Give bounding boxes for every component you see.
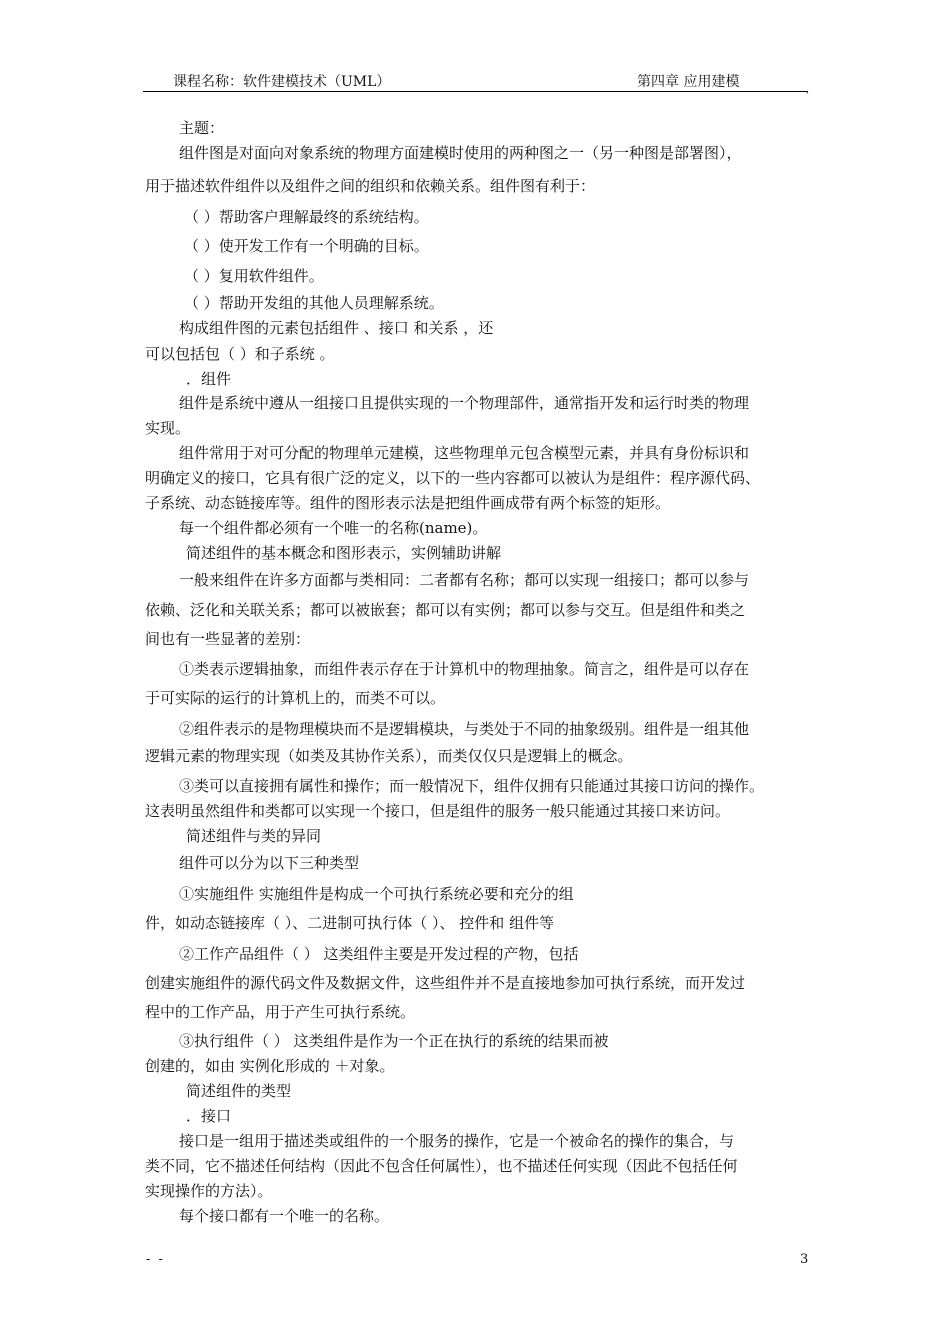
- text-line: 这表明虽然组件和类都可以实现一个接口，但是组件的服务一般只能通过其接口来访问。: [145, 802, 731, 820]
- text-line: 子系统、动态链接库等。组件的图形表示法是把组件画成带有两个标签的矩形。: [145, 494, 671, 512]
- text-line: ②工作产品组件（ ） 这类组件主要是开发过程的产物，包括: [179, 945, 579, 963]
- text-line: （ ）帮助开发组的其他人员理解系统。: [184, 294, 444, 312]
- text-line: ②组件表示的是物理模块而不是逻辑模块，与类处于不同的抽象级别。组件是一组其他: [179, 720, 750, 738]
- text-line: ①实施组件 实施组件是构成一个可执行系统必要和充分的组: [179, 885, 574, 903]
- text-line: 可以包括包（ ）和子系统 。: [145, 345, 335, 363]
- text-line: ③执行组件（ ） 这类组件是作为一个正在执行的系统的结果而被: [179, 1032, 609, 1050]
- text-line: 每一个组件都必须有一个唯一的名称(name)。: [179, 519, 488, 537]
- text-line: （ ）复用软件组件。: [184, 267, 324, 285]
- text-line: 组件常用于对可分配的物理单元建模，这些物理单元包含模型元素，并具有身份标识和: [179, 444, 750, 462]
- text-line: 实现操作的方法）。: [145, 1182, 273, 1200]
- text-line: 间也有一些显著的差别：: [145, 630, 311, 648]
- text-line: 创建的，如由 实例化形成的 ＋对象。: [145, 1057, 395, 1075]
- text-line: ①类表示逻辑抽象，而组件表示存在于计算机中的物理抽象。简言之，组件是可以存在: [179, 660, 750, 678]
- footer-marks: - -: [146, 1252, 165, 1267]
- header-rule: [143, 91, 808, 92]
- header-chapter: 第四章 应用建模: [637, 74, 740, 90]
- text-line: 创建实施组件的源代码文件及数据文件，这些组件并不是直接地参加可执行系统，而开发过: [145, 974, 746, 992]
- text-line: 实现。: [145, 419, 191, 437]
- text-line: 用于描述软件组件以及组件之间的组织和依赖关系。组件图有利于：: [145, 177, 596, 195]
- text-line: ③类可以直接拥有属性和操作；而一般情况下，组件仅拥有只能通过其接口访问的操作。: [179, 777, 765, 795]
- text-line: （ ）帮助客户理解最终的系统结构。: [184, 208, 429, 226]
- text-line: 依赖、泛化和关联关系；都可以被嵌套；都可以有实例；都可以参与交互。但是组件和类之: [145, 601, 746, 619]
- note-line: 简述组件的类型: [186, 1082, 292, 1100]
- text-line: 组件可以分为以下三种类型: [179, 854, 360, 872]
- text-line: 件，如动态链接库（ ）、二进制可执行体（ ）、 控件和 组件等: [145, 914, 555, 932]
- header-mark: ,: [806, 84, 810, 95]
- text-line: 接口是一组用于描述类或组件的一个服务的操作，它是一个被命名的操作的集合，与: [179, 1132, 735, 1150]
- text-line: 一般来组件在许多方面都与类相同：二者都有名称；都可以实现一组接口；都可以参与: [179, 571, 750, 589]
- note-line: 简述组件的基本概念和图形表示，实例辅助讲解: [186, 544, 502, 562]
- header-course-name: 课程名称：软件建模技术（UML）: [173, 74, 391, 90]
- text-line: 主题：: [179, 119, 225, 137]
- text-line: 组件图是对面向对象系统的物理方面建模时使用的两种图之一（另一种图是部署图），: [179, 144, 742, 162]
- text-line: 类不同，它不描述任何结构（因此不包含任何属性），也不描述任何实现（因此不包括任何: [145, 1157, 738, 1175]
- text-line: 逻辑元素的物理实现（如类及其协作关系），而类仅仅只是逻辑上的概念。: [145, 747, 633, 765]
- text-line: （ ）使开发工作有一个明确的目标。: [184, 237, 429, 255]
- text-line: 构成组件图的元素包括组件 、接口 和关系 ，还: [179, 319, 494, 337]
- section-heading: ．接口: [186, 1107, 232, 1125]
- section-heading: ．组件: [186, 370, 232, 388]
- text-line: 每个接口都有一个唯一的名称。: [179, 1207, 390, 1225]
- note-line: 简述组件与类的异同: [186, 827, 322, 845]
- text-line: 程中的工作产品，用于产生可执行系统。: [145, 1003, 416, 1021]
- text-line: 明确定义的接口，它具有很广泛的定义，以下的一些内容都可以被认为是组件：程序源代码、: [145, 469, 761, 487]
- text-line: 组件是系统中遵从一组接口且提供实现的一个物理部件，通常指开发和运行时类的物理: [179, 394, 750, 412]
- text-line: 于可实际的运行的计算机上的，而类不可以。: [145, 689, 446, 707]
- page-number: 3: [800, 1252, 809, 1267]
